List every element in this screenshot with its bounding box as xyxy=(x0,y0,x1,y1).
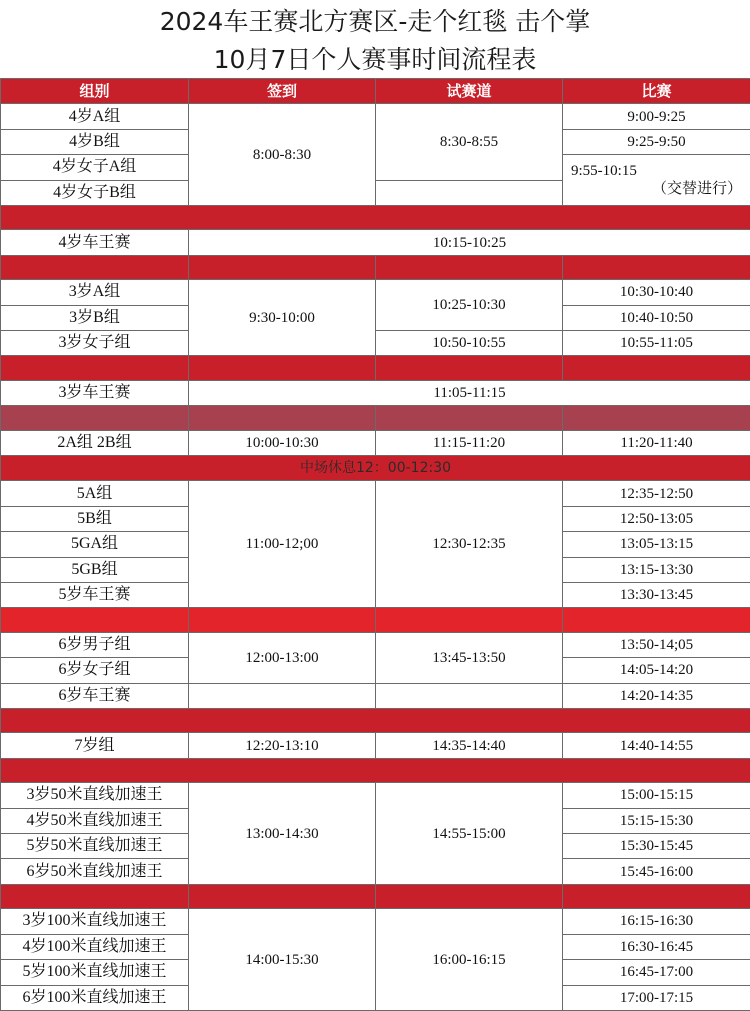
trial-cell: 8:30-8:55 xyxy=(376,104,563,180)
race-cell: 13:50-14;05 xyxy=(563,632,750,657)
schedule-table xyxy=(0,78,750,1011)
trial-cell: 16:00-16:15 xyxy=(376,909,563,1011)
trial-cell: 11:15-11:20 xyxy=(376,430,563,455)
race-cell: 14:40-14:55 xyxy=(563,733,750,758)
race-cell: 12:35-12:50 xyxy=(563,481,750,506)
table-row xyxy=(1,683,750,708)
separator-row xyxy=(1,758,750,782)
checkin-cell: 12:00-13:00 xyxy=(189,632,376,683)
race-cell: 9:25-9:50 xyxy=(563,129,750,154)
race-cell: 9:00-9:25 xyxy=(563,104,750,129)
separator-row xyxy=(1,206,750,230)
trial-cell: 14:55-15:00 xyxy=(376,783,563,885)
group-cell: 5岁100米直线加速王 xyxy=(1,960,189,985)
separator-cell xyxy=(189,884,376,908)
race-cell-alternating xyxy=(563,155,750,206)
race-cell: 16:30-16:45 xyxy=(563,934,750,959)
group-cell: 6岁50米直线加速王 xyxy=(1,859,189,884)
span-time-cell: 11:05-11:15 xyxy=(189,380,750,405)
race-cell: 13:15-13:30 xyxy=(563,557,750,582)
table-row xyxy=(1,331,750,356)
race-cell: 14:05-14:20 xyxy=(563,658,750,683)
group-cell: 5GA组 xyxy=(1,532,189,557)
separator-cell xyxy=(1,758,750,782)
header-race: 比赛 xyxy=(563,79,750,104)
group-cell: 7岁组 xyxy=(1,733,189,758)
table-row xyxy=(1,733,750,758)
trial-cell: 12:30-12:35 xyxy=(376,481,563,608)
race-cell: 12:50-13:05 xyxy=(563,506,750,531)
race-cell: 15:45-16:00 xyxy=(563,859,750,884)
group-cell: 6岁车王赛 xyxy=(1,683,189,708)
header-trial: 试赛道 xyxy=(376,79,563,104)
empty-cell xyxy=(189,683,376,708)
separator-cell xyxy=(1,406,189,430)
separator-cell xyxy=(563,608,750,632)
separator-cell xyxy=(563,884,750,908)
span-time-cell: 10:15-10:25 xyxy=(189,230,750,255)
race-cell: 15:00-15:15 xyxy=(563,783,750,808)
race-cell: 13:30-13:45 xyxy=(563,583,750,608)
separator-cell xyxy=(1,709,750,733)
group-cell: 5GB组 xyxy=(1,557,189,582)
table-row xyxy=(1,909,750,934)
separator-row xyxy=(1,884,750,908)
race-cell: 15:30-15:45 xyxy=(563,834,750,859)
separator-row xyxy=(1,406,750,430)
table-row xyxy=(1,783,750,808)
separator-row xyxy=(1,255,750,279)
group-cell: 5A组 xyxy=(1,481,189,506)
group-cell: 4岁B组 xyxy=(1,129,189,154)
separator-cell xyxy=(189,255,376,279)
group-cell: 6岁男子组 xyxy=(1,632,189,657)
group-cell: 3岁女子组 xyxy=(1,331,189,356)
race-cell: 10:55-11:05 xyxy=(563,331,750,356)
race-cell: 14:20-14:35 xyxy=(563,683,750,708)
group-cell: 3岁50米直线加速王 xyxy=(1,783,189,808)
race-note-time: 9:55-10:15 xyxy=(571,163,637,180)
race-cell: 10:40-10:50 xyxy=(563,305,750,330)
trial-cell: 10:50-10:55 xyxy=(376,331,563,356)
table-row xyxy=(1,230,750,255)
separator-cell xyxy=(376,406,563,430)
table-row xyxy=(1,632,750,657)
group-cell: 4岁女子A组 xyxy=(1,155,189,180)
separator-cell xyxy=(376,356,563,380)
group-cell: 6岁女子组 xyxy=(1,658,189,683)
group-cell: 4岁车王赛 xyxy=(1,230,189,255)
checkin-cell: 8:00-8:30 xyxy=(189,104,376,206)
race-note-text: （交替进行） xyxy=(651,181,742,198)
separator-cell xyxy=(189,356,376,380)
header-row xyxy=(1,79,750,104)
group-cell: 4岁女子B组 xyxy=(1,180,189,205)
separator-cell xyxy=(1,255,189,279)
separator-cell xyxy=(376,255,563,279)
empty-cell xyxy=(376,683,563,708)
checkin-cell: 12:20-13:10 xyxy=(189,733,376,758)
checkin-cell: 9:30-10:00 xyxy=(189,280,376,356)
group-cell: 5岁50米直线加速王 xyxy=(1,834,189,859)
group-cell: 3岁100米直线加速王 xyxy=(1,909,189,934)
separator-cell xyxy=(563,255,750,279)
race-cell: 16:15-16:30 xyxy=(563,909,750,934)
group-cell: 4岁A组 xyxy=(1,104,189,129)
race-cell: 16:45-17:00 xyxy=(563,960,750,985)
header-checkin: 签到 xyxy=(189,79,376,104)
checkin-cell: 10:00-10:30 xyxy=(189,430,376,455)
checkin-cell: 11:00-12;00 xyxy=(189,481,376,608)
race-cell: 15:15-15:30 xyxy=(563,808,750,833)
race-cell: 11:20-11:40 xyxy=(563,430,750,455)
separator-cell xyxy=(376,884,563,908)
separator-row xyxy=(1,709,750,733)
race-cell: 10:30-10:40 xyxy=(563,280,750,305)
table-row xyxy=(1,481,750,506)
separator-row xyxy=(1,608,750,632)
separator-cell xyxy=(563,356,750,380)
trial-cell: 10:25-10:30 xyxy=(376,280,563,331)
checkin-cell: 13:00-14:30 xyxy=(189,783,376,885)
break-row xyxy=(1,456,750,481)
group-cell: 4岁50米直线加速王 xyxy=(1,808,189,833)
separator-cell xyxy=(376,608,563,632)
title-line-1: 2024车王赛北方赛区-走个红毯 击个掌 xyxy=(159,7,591,36)
separator-cell xyxy=(189,608,376,632)
separator-cell xyxy=(1,206,750,230)
group-cell: 3岁B组 xyxy=(1,305,189,330)
group-cell: 6岁100米直线加速王 xyxy=(1,985,189,1011)
separator-cell xyxy=(189,406,376,430)
group-cell: 3岁车王赛 xyxy=(1,380,189,405)
group-cell: 2A组 2B组 xyxy=(1,430,189,455)
group-cell: 5B组 xyxy=(1,506,189,531)
table-row xyxy=(1,280,750,305)
title-line-2: 10月7日个人赛事时间流程表 xyxy=(213,45,537,74)
separator-cell xyxy=(1,608,189,632)
checkin-cell: 14:00-15:30 xyxy=(189,909,376,1011)
trial-cell: 13:45-13:50 xyxy=(376,632,563,683)
separator-row xyxy=(1,356,750,380)
race-cell: 13:05-13:15 xyxy=(563,532,750,557)
trial-cell: 14:35-14:40 xyxy=(376,733,563,758)
break-label: 中场休息12：00-12:30 xyxy=(1,456,750,481)
group-cell: 3岁A组 xyxy=(1,280,189,305)
race-cell: 17:00-17:15 xyxy=(563,985,750,1011)
header-group: 组别 xyxy=(1,79,189,104)
separator-cell xyxy=(1,356,189,380)
table-row xyxy=(1,430,750,455)
separator-cell xyxy=(1,884,189,908)
group-cell: 5岁车王赛 xyxy=(1,583,189,608)
empty-cell xyxy=(376,180,563,205)
table-row xyxy=(1,380,750,405)
separator-cell xyxy=(563,406,750,430)
group-cell: 4岁100米直线加速王 xyxy=(1,934,189,959)
table-row xyxy=(1,104,750,129)
